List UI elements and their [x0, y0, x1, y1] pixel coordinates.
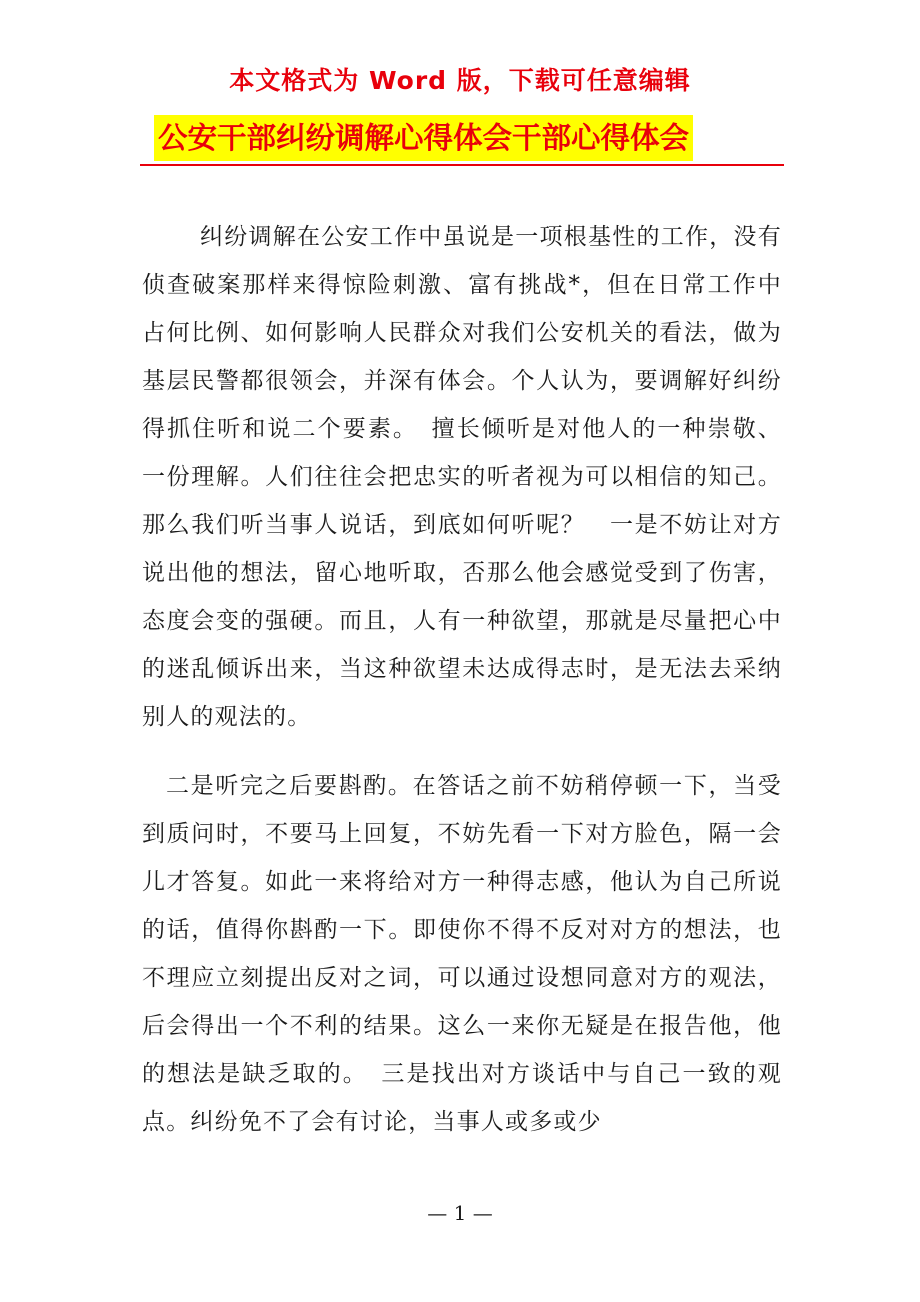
body-paragraph-1: 纠纷调解在公安工作中虽说是一项根基性的工作，没有侦查破案那样来得惊险刺激、富有挑战*，但在日常工作中占何比例、如何影响人民群众对我们公安机关的看法，做为基层民警都很领会，并深有体会。个人认为，要调解好纠纷得抓住听和说二个要素。 擅长倾听是对他人的一种崇敬、一份理解。人们往往会把忠实的听者视为可以相信的知己。那么我们听当事人说话，到底如何听呢？ 一是不妨让对方说出他的想法，留心地听取，否那么他会感觉受到了伤害，态度会变的强硬。而且，人有一种欲望，那就是尽量把心中的迷乱倾诉出来，当这种欲望未达成得志时，是无法去采纳别人的观法的。: [142, 224, 782, 730]
body-paragraph-2: 二是听完之后要斟酌。在答话之前不妨稍停顿一下，当受到质问时，不要马上回复，不妨先看一下对方脸色，隔一会儿才答复。如此一来将给对方一种得志感，他认为自己所说的话，值得你斟酌一下。即使你不得不反对对方的想法，也不理应立刻提出反对之词，可以通过设想同意对方的观法，后会得出一个不利的结果。这么一来你无疑是在报告他，他的想法是缺乏取的。 三是找出对方谈话中与自己一致的观点。纠纷免不了会有讨论，当事人或多或少: [142, 773, 782, 1135]
document-title: 公安干部纠纷调解心得体会干部心得体会: [154, 115, 693, 161]
title-underline: [140, 112, 784, 166]
format-notice-banner: 本文格式为 Word 版，下载可任意编辑: [229, 66, 691, 95]
page-number: — 1 —: [427, 1201, 493, 1225]
